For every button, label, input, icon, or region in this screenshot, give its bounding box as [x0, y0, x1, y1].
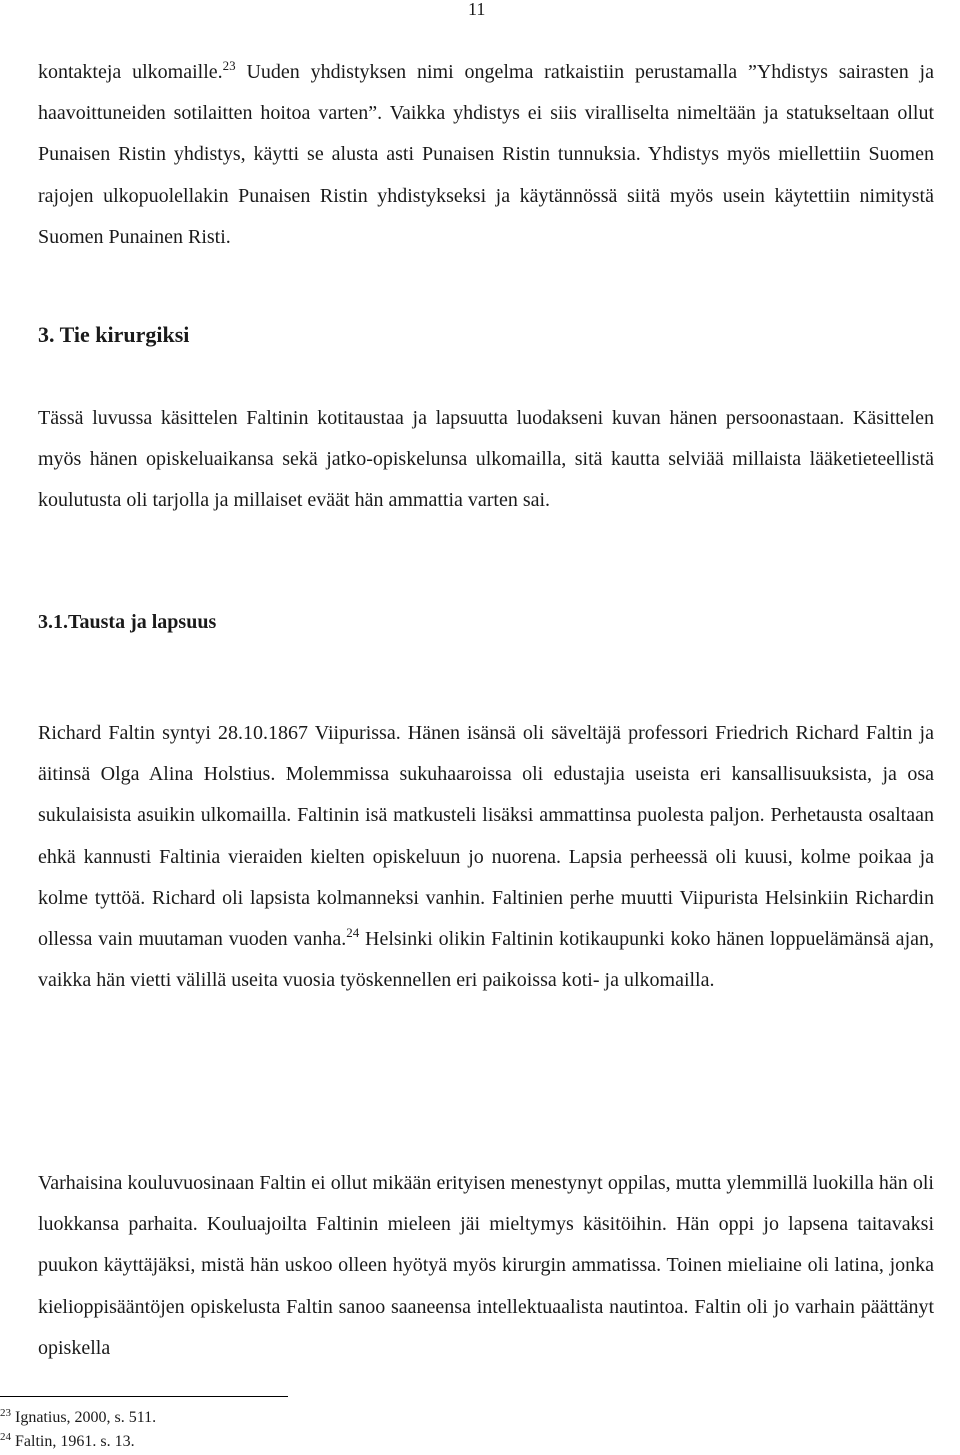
paragraph-text: Richard Faltin syntyi 28.10.1867 Viipurissa. Hänen isänsä oli säveltäjä professori Friedrich Richard Faltin ja äitinsä Olga Alina Holstius. Molemmissa sukuhaaroissa oli edustajia useista eri kansallisuuksista, ja osa sukulaisista asuikin ulkomailla. Faltinin isä matkusteli lisäksi ammattinsa puolesta paljon. Perhetausta osaltaan ehkä kannusti Faltinia vieraiden kielten opiskeluun jo nuorena. Lapsia perheessä oli kuusi, kolme poikaa ja kolme tyttöä. Richard oli lapsista kolmanneksi vanhin. Faltinien perhe muutti Viipurista Helsinkiin Richardin ollessa vain muutaman vuoden vanha.	[38, 722, 934, 951]
paragraph-chapter-intro: Tässä luvussa käsittelen Faltinin kotitaustaa ja lapsuutta luodakseni kuvan hänen persoonastaan. Käsittelen myös hänen opiskeluaikansa sekä jatko-opiskelunsa ulkomailla, sitä kautta selviää millaista lääketieteellistä koulutusta oli tarjolla ja millaiset eväät hän ammattia varten sai.	[38, 407, 934, 512]
paragraph-text: Helsinki olikin Faltinin kotikaupunki koko hänen loppuelämänsä ajan, vaikka hän vietti välillä useita vuosia työskennellen eri paikoissa koti- ja ulkomailla.	[38, 928, 934, 992]
footnote-separator	[0, 1396, 288, 1397]
section-heading-3-1: 3.1.Tausta ja lapsuus	[38, 611, 217, 633]
page-number: 11	[468, 0, 486, 19]
section-heading-3: 3. Tie kirurgiksi	[38, 322, 190, 347]
paragraph-background	[38, 713, 934, 1001]
footnote-text: Ignatius, 2000, s. 511.	[11, 1409, 157, 1426]
footnote-23	[0, 1408, 156, 1428]
footnote-number: 23	[0, 1407, 11, 1419]
paragraph-school-years: Varhaisina kouluvuosinaan Faltin ei ollut mikään erityisen menestynyt oppilas, mutta ylemmillä luokilla hän oli luokkansa parhaita. Kouluajoilta Faltinin mieleen jäi mieltymys käsitöihin. Hän oppi jo lapsena taitavaksi puukon käyttäjäksi, mistä hän uskoo olleen hyötyä myös kirurgin ammatissa. Toinen mieliaine oli latina, jonka kielioppisääntöjen opiskelusta Faltin sanoo saaneensa intellektuaalista nautintoa. Faltin oli jo varhain päättänyt opiskella	[38, 1172, 934, 1359]
paragraph-text: Uuden yhdistyksen nimi ongelma ratkaistiin perustamalla ”Yhdistys sairasten ja haavoittuneiden sotilaitten hoitoa varten”. Vaikka yhdistys ei siis viralliselta nimeltään ja statukseltaan ollut Punaisen Ristin yhdistys, käytti se alusta asti Punaisen Ristin tunnuksia. Yhdistys myös miellettiin Suomen rajojen ulkopuolellakin Punaisen Ristin yhdistykseksi ja käytännössä siitä myös usein käytettiin nimitystä Suomen Punainen Risti.	[38, 61, 934, 248]
footnote-24	[0, 1432, 135, 1452]
footnote-text: Faltin, 1961. s. 13.	[11, 1433, 135, 1450]
footnote-number: 24	[0, 1431, 11, 1443]
paragraph-text: kontakteja ulkomaille.	[38, 61, 223, 83]
footnote-ref-24: 24	[346, 925, 360, 941]
paragraph-red-cross	[38, 52, 934, 258]
footnote-ref-23: 23	[222, 58, 236, 73]
